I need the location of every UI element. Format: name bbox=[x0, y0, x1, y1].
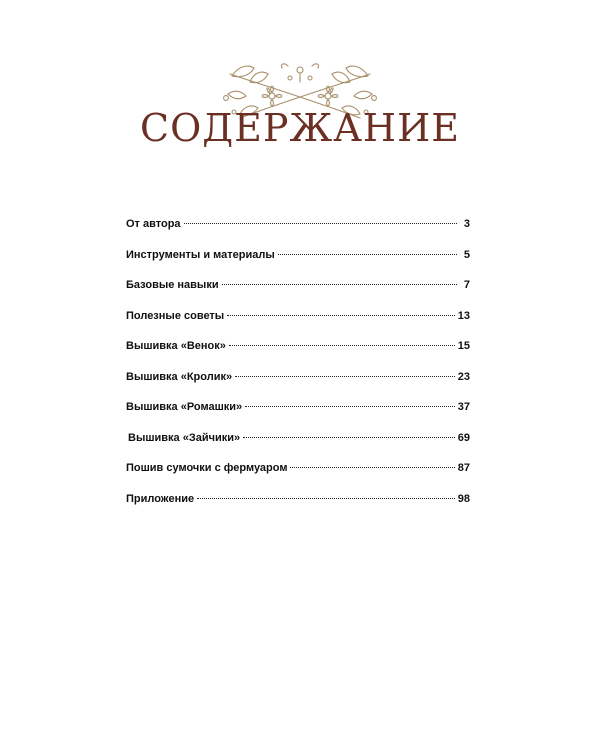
toc-entry-page: 23 bbox=[457, 370, 470, 383]
toc-entry-page: 13 bbox=[457, 309, 470, 322]
toc-entry[interactable] bbox=[126, 310, 470, 341]
toc-entry-label: Вышивка «Зайчики» bbox=[128, 431, 241, 444]
toc-entry[interactable] bbox=[126, 340, 470, 371]
toc-entry-label: Базовые навыки bbox=[126, 279, 219, 291]
toc-entry[interactable] bbox=[126, 493, 470, 524]
dot-leader bbox=[197, 498, 455, 499]
toc-entry[interactable] bbox=[126, 279, 470, 310]
toc-entry-label: Инструменты и материалы bbox=[126, 248, 275, 261]
toc-entry-page: 5 bbox=[463, 248, 470, 261]
table-of-contents bbox=[126, 218, 470, 523]
dot-leader bbox=[245, 406, 455, 407]
toc-entry-page: 87 bbox=[457, 462, 470, 474]
dot-leader bbox=[243, 437, 455, 438]
toc-entry-label: От автора bbox=[126, 218, 181, 230]
toc-entry[interactable] bbox=[126, 249, 470, 280]
dot-leader bbox=[278, 254, 457, 255]
dot-leader bbox=[227, 315, 455, 316]
toc-entry-label: Полезные советы bbox=[126, 309, 225, 322]
toc-entry[interactable] bbox=[126, 462, 470, 493]
toc-entry-label: Приложение bbox=[126, 492, 195, 505]
toc-entry-label: Пошив сумочки с фермуаром bbox=[126, 462, 288, 474]
toc-entry-label: Вышивка «Кролик» bbox=[126, 370, 233, 383]
page-title: СОДЕРЖАНИЕ bbox=[140, 106, 460, 150]
toc-entry[interactable] bbox=[126, 371, 470, 402]
toc-entry-page: 15 bbox=[457, 340, 470, 352]
toc-entry[interactable] bbox=[126, 432, 470, 463]
toc-entry[interactable] bbox=[126, 401, 470, 432]
dot-leader bbox=[229, 345, 455, 346]
toc-entry[interactable] bbox=[126, 218, 470, 249]
toc-entry-label: Вышивка «Венок» bbox=[126, 340, 226, 352]
dot-leader bbox=[222, 284, 457, 285]
dot-leader bbox=[184, 223, 457, 224]
toc-entry-label: Вышивка «Ромашки» bbox=[126, 401, 243, 413]
toc-entry-page: 3 bbox=[463, 218, 470, 230]
dot-leader bbox=[235, 376, 455, 377]
toc-entry-page: 37 bbox=[457, 401, 470, 413]
toc-entry-page: 98 bbox=[457, 492, 470, 505]
toc-entry-page: 69 bbox=[457, 431, 470, 444]
dot-leader bbox=[290, 467, 454, 468]
toc-entry-page: 7 bbox=[463, 279, 470, 291]
